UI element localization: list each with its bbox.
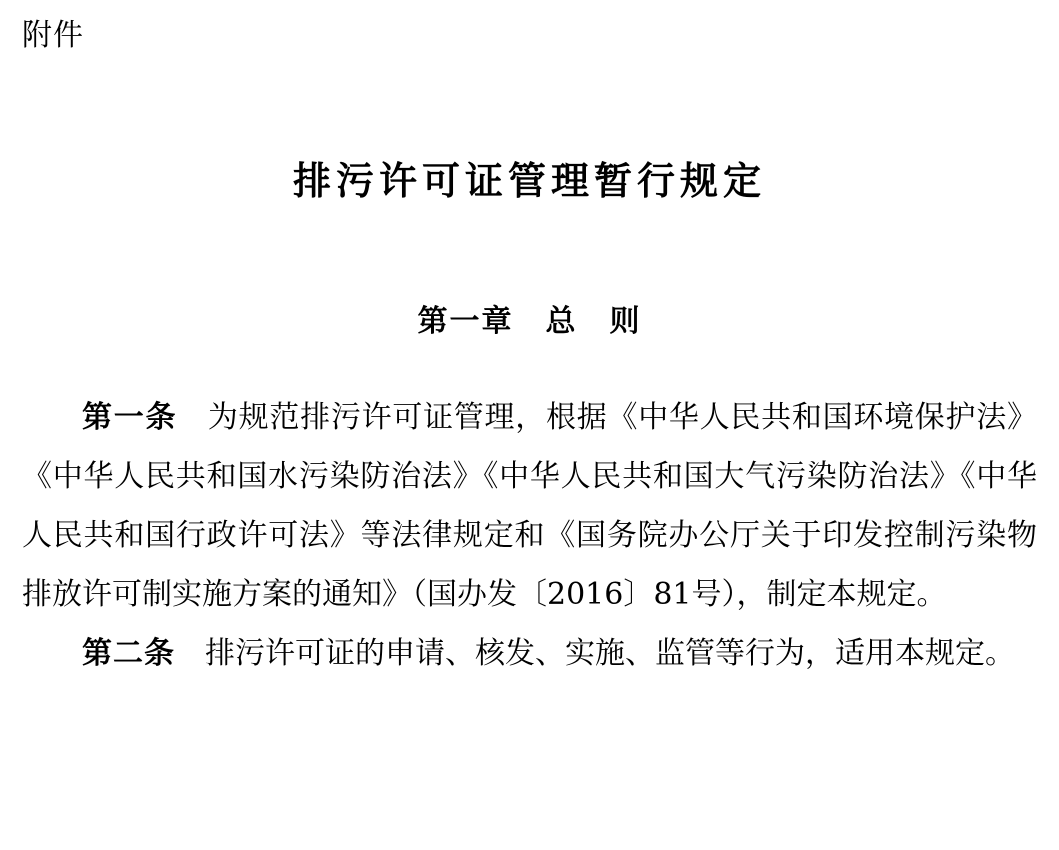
- article-paragraph: [22, 388, 1037, 624]
- article-text: 为规范排污许可证管理，根据《中华人民共和国环境保护法》《中华人民共和国水污染防治法》《中华人民共和国大气污染防治法》《中华人民共和国行政许可法》等法律规定和《国务院办公厅关于印发控制污染物排放许可制实施方案的通知》（国办发〔2016〕81号），制定本规定。: [22, 400, 1038, 612]
- article-number: 第一条: [82, 400, 178, 435]
- article-paragraph: [22, 624, 1037, 683]
- document-body: [22, 388, 1037, 683]
- article-text: 排污许可证的申请、核发、实施、监管等行为，适用本规定。: [205, 636, 1015, 671]
- attachment-label: 附件: [22, 18, 84, 53]
- article-number: 第二条: [82, 636, 175, 671]
- chapter-heading: 第一章 总 则: [417, 304, 642, 339]
- page-title: 排污许可证管理暂行规定: [292, 159, 766, 203]
